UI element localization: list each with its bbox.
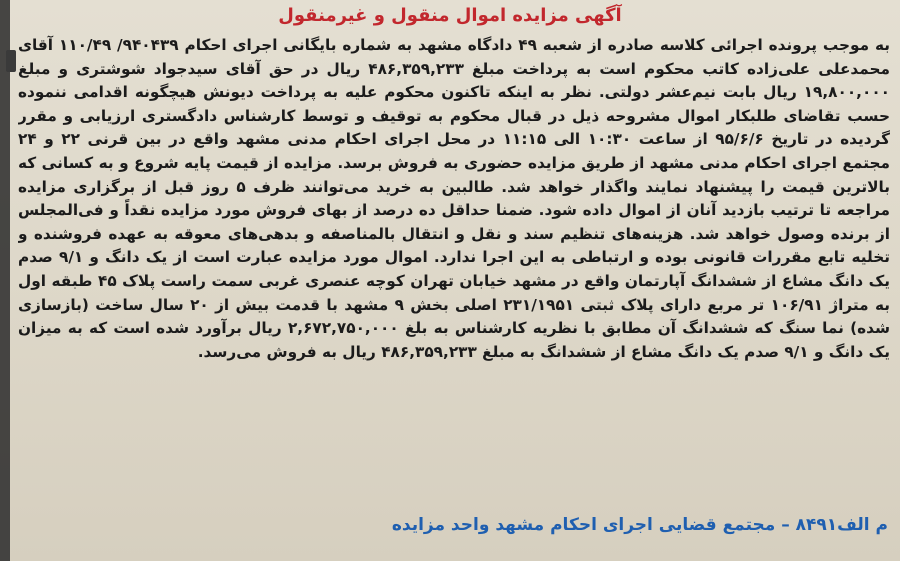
page-edge bbox=[0, 0, 10, 561]
notice-body: به موجب پرونده اجرائی کلاسه صادره از شعبه ۴۹ دادگاه مشهد به شماره بایگانی اجرای احکام ۹۴۰۴۳۹/ ۱۱۰/۴۹ آقای محمدعلی علی‌زاده کاتب محکوم است به پرداخت مبلغ ۴۸۶,۳۵۹,۲۳۳ ریال در حق آقای سیدجواد شوشتری و مبلغ ۱۹,۸۰۰,۰۰۰ ریال بابت نیم‌عشر دولتی. نظر به اینکه تاکنون محکوم علیه به پرداخت دیونش هیچگونه اقدامی ننموده حسب تقاضای طلبکار اموال مشروحه ذیل در قبال محکوم به توقیف و توسط کارشناس دادگستری ارزیابی و مقرر گردیده در تاریخ ۹۵/۶/۶ از ساعت ۱۰:۳۰ الی ۱۱:۱۵ در محل اجرای احکام مدنی مشهد واقع در بین قرنی ۲۲ و ۲۴ مجتمع اجرای احکام مدنی مشهد از طریق مزایده حضوری به فروش برسد. مزایده از قیمت پایه شروع و به کسانی که بالاترین قیمت را پیشنهاد نمایند واگذار خواهد شد. طالبین به خرید می‌توانند ظرف ۵ روز قبل از برگزاری مزایده مراجعه تا ترتیب بازدید آنان از اموال داده شود. ضمنا حداقل ده درصد از بهای فروش مورد مزایده نقداً و فی‌المجلس از برنده وصول خواهد شد. هزینه‌های تنظیم سند و نقل و انتقال بالمناصفه و بدهی‌های معوقه به عهده فروشنده و تخلیه تابع مقررات قانونی بوده و ارتباطی به این اجرا ندارد. اموال مورد مزایده عبارت است از یک دانگ و ۹/۱ صدم یک دانگ مشاع از ششدانگ آپارتمان واقع در مشهد خیابان تهران کوچه عنصری غربی سمت راست پلاک ۴۵ طبقه اول به متراژ ۱۰۶/۹۱ تر مربع دارای پلاک ثبتی ۲۳۱/۱۹۵۱ اصلی بخش ۹ مشهد با قدمت بیش از ۲۰ سال ساخت (بازسازی شده) نما سنگ که ششدانگ آن مطابق با نظریه کارشناس به بلغ ۲,۶۷۲,۷۵۰,۰۰۰ ریال برآورد شده است که به میزان یک دانگ و ۹/۱ صدم یک دانگ مشاع از ششدانگ به مبلغ ۴۸۶,۳۵۹,۲۳۳ ریال به فروش می‌رسد. bbox=[18, 36, 890, 361]
notice-footer: م الف۸۴۹۱ – مجتمع قضایی اجرای احکام مشهد واحد مزایده bbox=[391, 515, 888, 535]
notice-title: آگهی مزایده اموال منقول و غیرمنقول bbox=[278, 5, 622, 26]
edge-mark bbox=[6, 50, 16, 72]
